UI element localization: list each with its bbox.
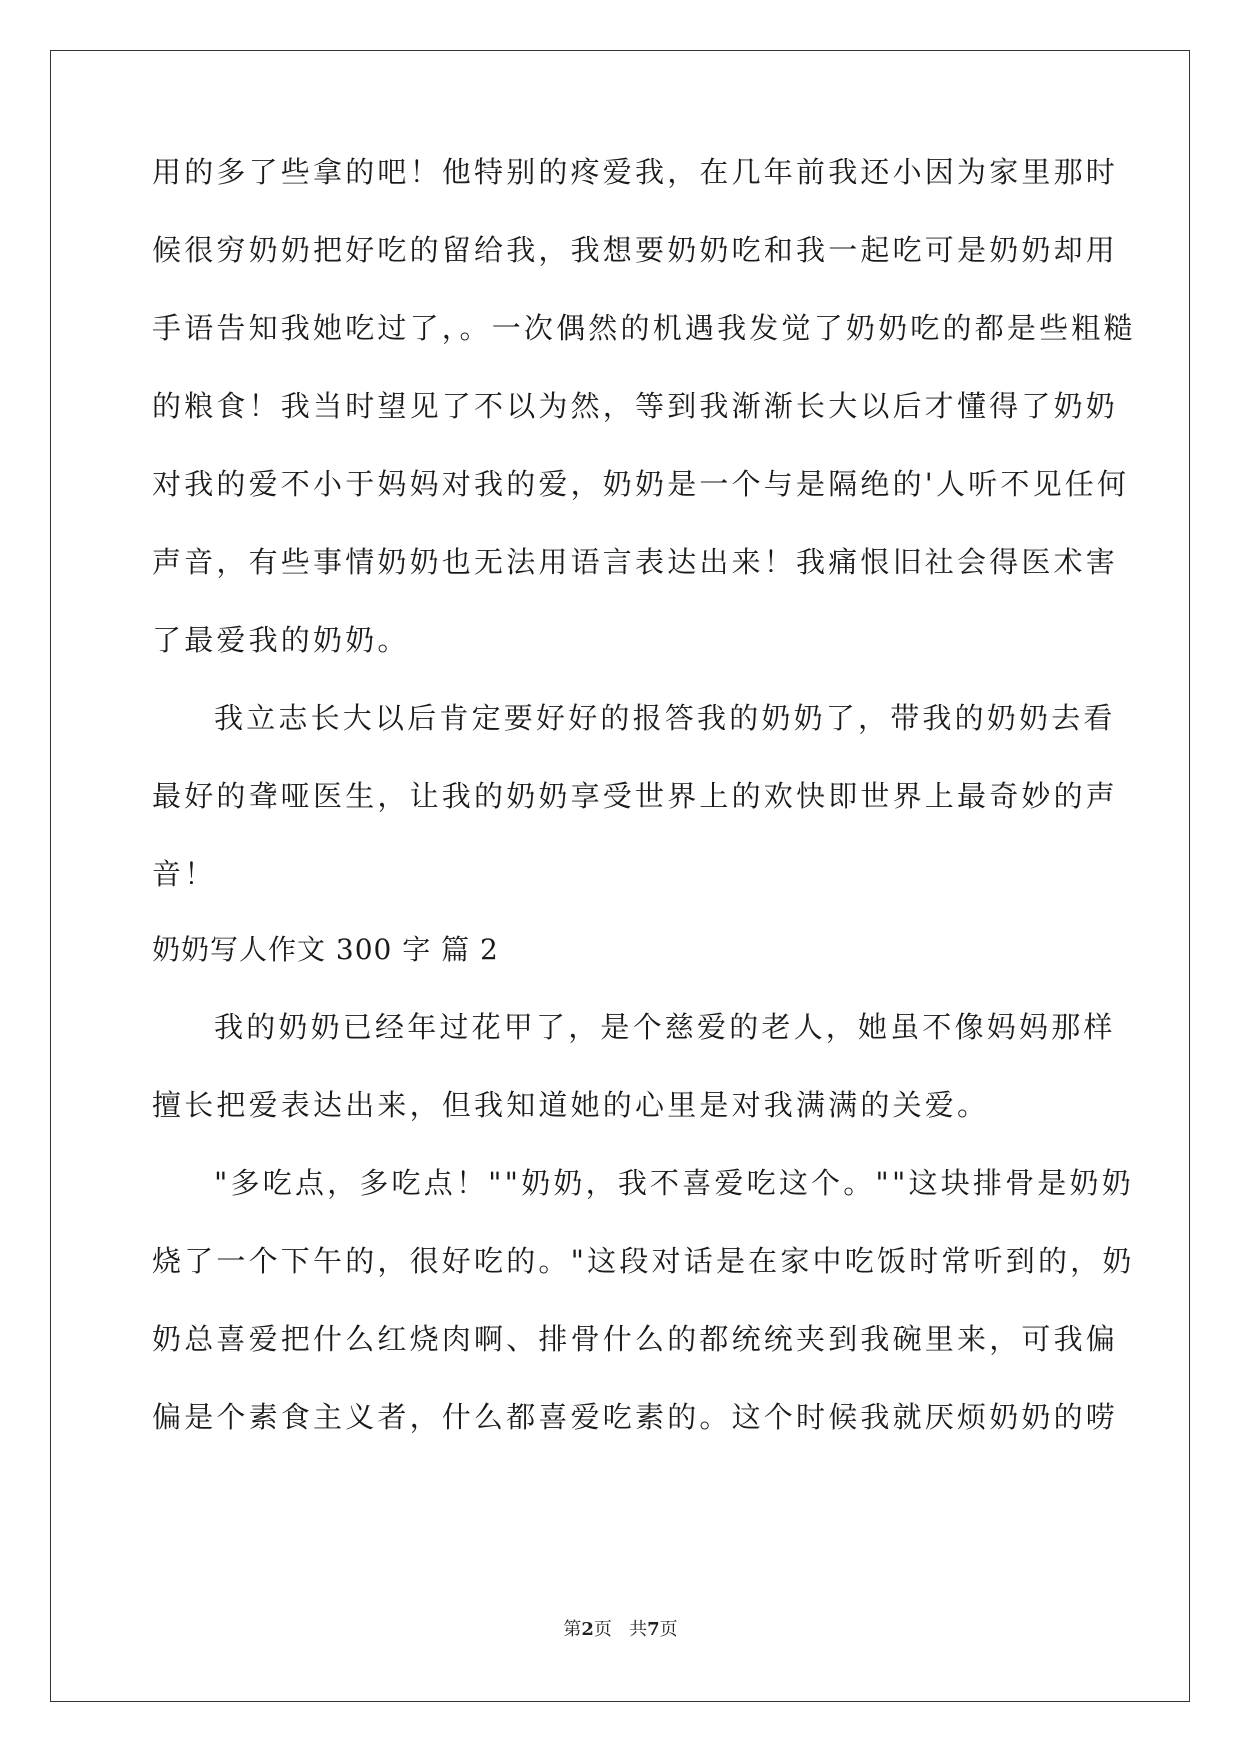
paragraph-first-line: 我立志长大以后肯定要好好的报答我的奶奶了，带我的奶奶去看 — [214, 701, 1116, 735]
text-line: 擅长把爱表达出来，但我知道她的心里是对我满满的关爱。 — [152, 1088, 990, 1122]
section-heading: 奶奶写人作文 300 字 篇 2 — [152, 933, 499, 966]
text-line: 对我的爱不小于妈妈对我的爱，奶奶是一个与是隔绝的'人听不见任何 — [152, 467, 1130, 501]
paragraph-first-line: 我的奶奶已经年过花甲了，是个慈爱的老人，她虽不像妈妈那样 — [214, 1010, 1116, 1044]
text-line: 偏是个素食主义者，什么都喜爱吃素的。这个时候我就厌烦奶奶的唠 — [152, 1400, 1119, 1434]
text-line: 奶总喜爱把什么红烧肉啊、排骨什么的都统统夹到我碗里来，可我偏 — [152, 1322, 1119, 1356]
text-line: 烧了一个下午的，很好吃的。"这段对话是在家中吃饭时常听到的，奶 — [152, 1244, 1135, 1278]
footer-mid: 页 共 — [593, 1619, 648, 1640]
text-line: 音！ — [152, 857, 217, 891]
page-footer — [0, 1618, 1241, 1642]
text-line: 了最爱我的奶奶。 — [152, 623, 410, 657]
text-line: 声音，有些事情奶奶也无法用语言表达出来！我痛恨旧社会得医术害 — [152, 545, 1119, 579]
paragraph-first-line: "多吃点，多吃点！""奶奶，我不喜爱吃这个。""这块排骨是奶奶 — [214, 1166, 1134, 1200]
total-pages-number: 7 — [647, 1619, 660, 1640]
page-border — [50, 50, 1190, 1702]
footer-prefix: 第 — [563, 1619, 582, 1640]
text-line: 最好的聋哑医生，让我的奶奶享受世界上的欢快即世界上最奇妙的声 — [152, 779, 1119, 813]
current-page-number: 2 — [581, 1619, 594, 1640]
footer-suffix: 页 — [659, 1619, 678, 1640]
text-line: 用的多了些拿的吧！他特别的疼爱我，在几年前我还小因为家里那时 — [152, 155, 1119, 189]
text-line: 手语告知我她吃过了，。一次偶然的机遇我发觉了奶奶吃的都是些粗糙 — [152, 311, 1136, 345]
text-line: 的粮食！我当时望见了不以为然，等到我渐渐长大以后才懂得了奶奶 — [152, 389, 1119, 423]
text-line: 候很穷奶奶把好吃的留给我，我想要奶奶吃和我一起吃可是奶奶却用 — [152, 233, 1119, 267]
